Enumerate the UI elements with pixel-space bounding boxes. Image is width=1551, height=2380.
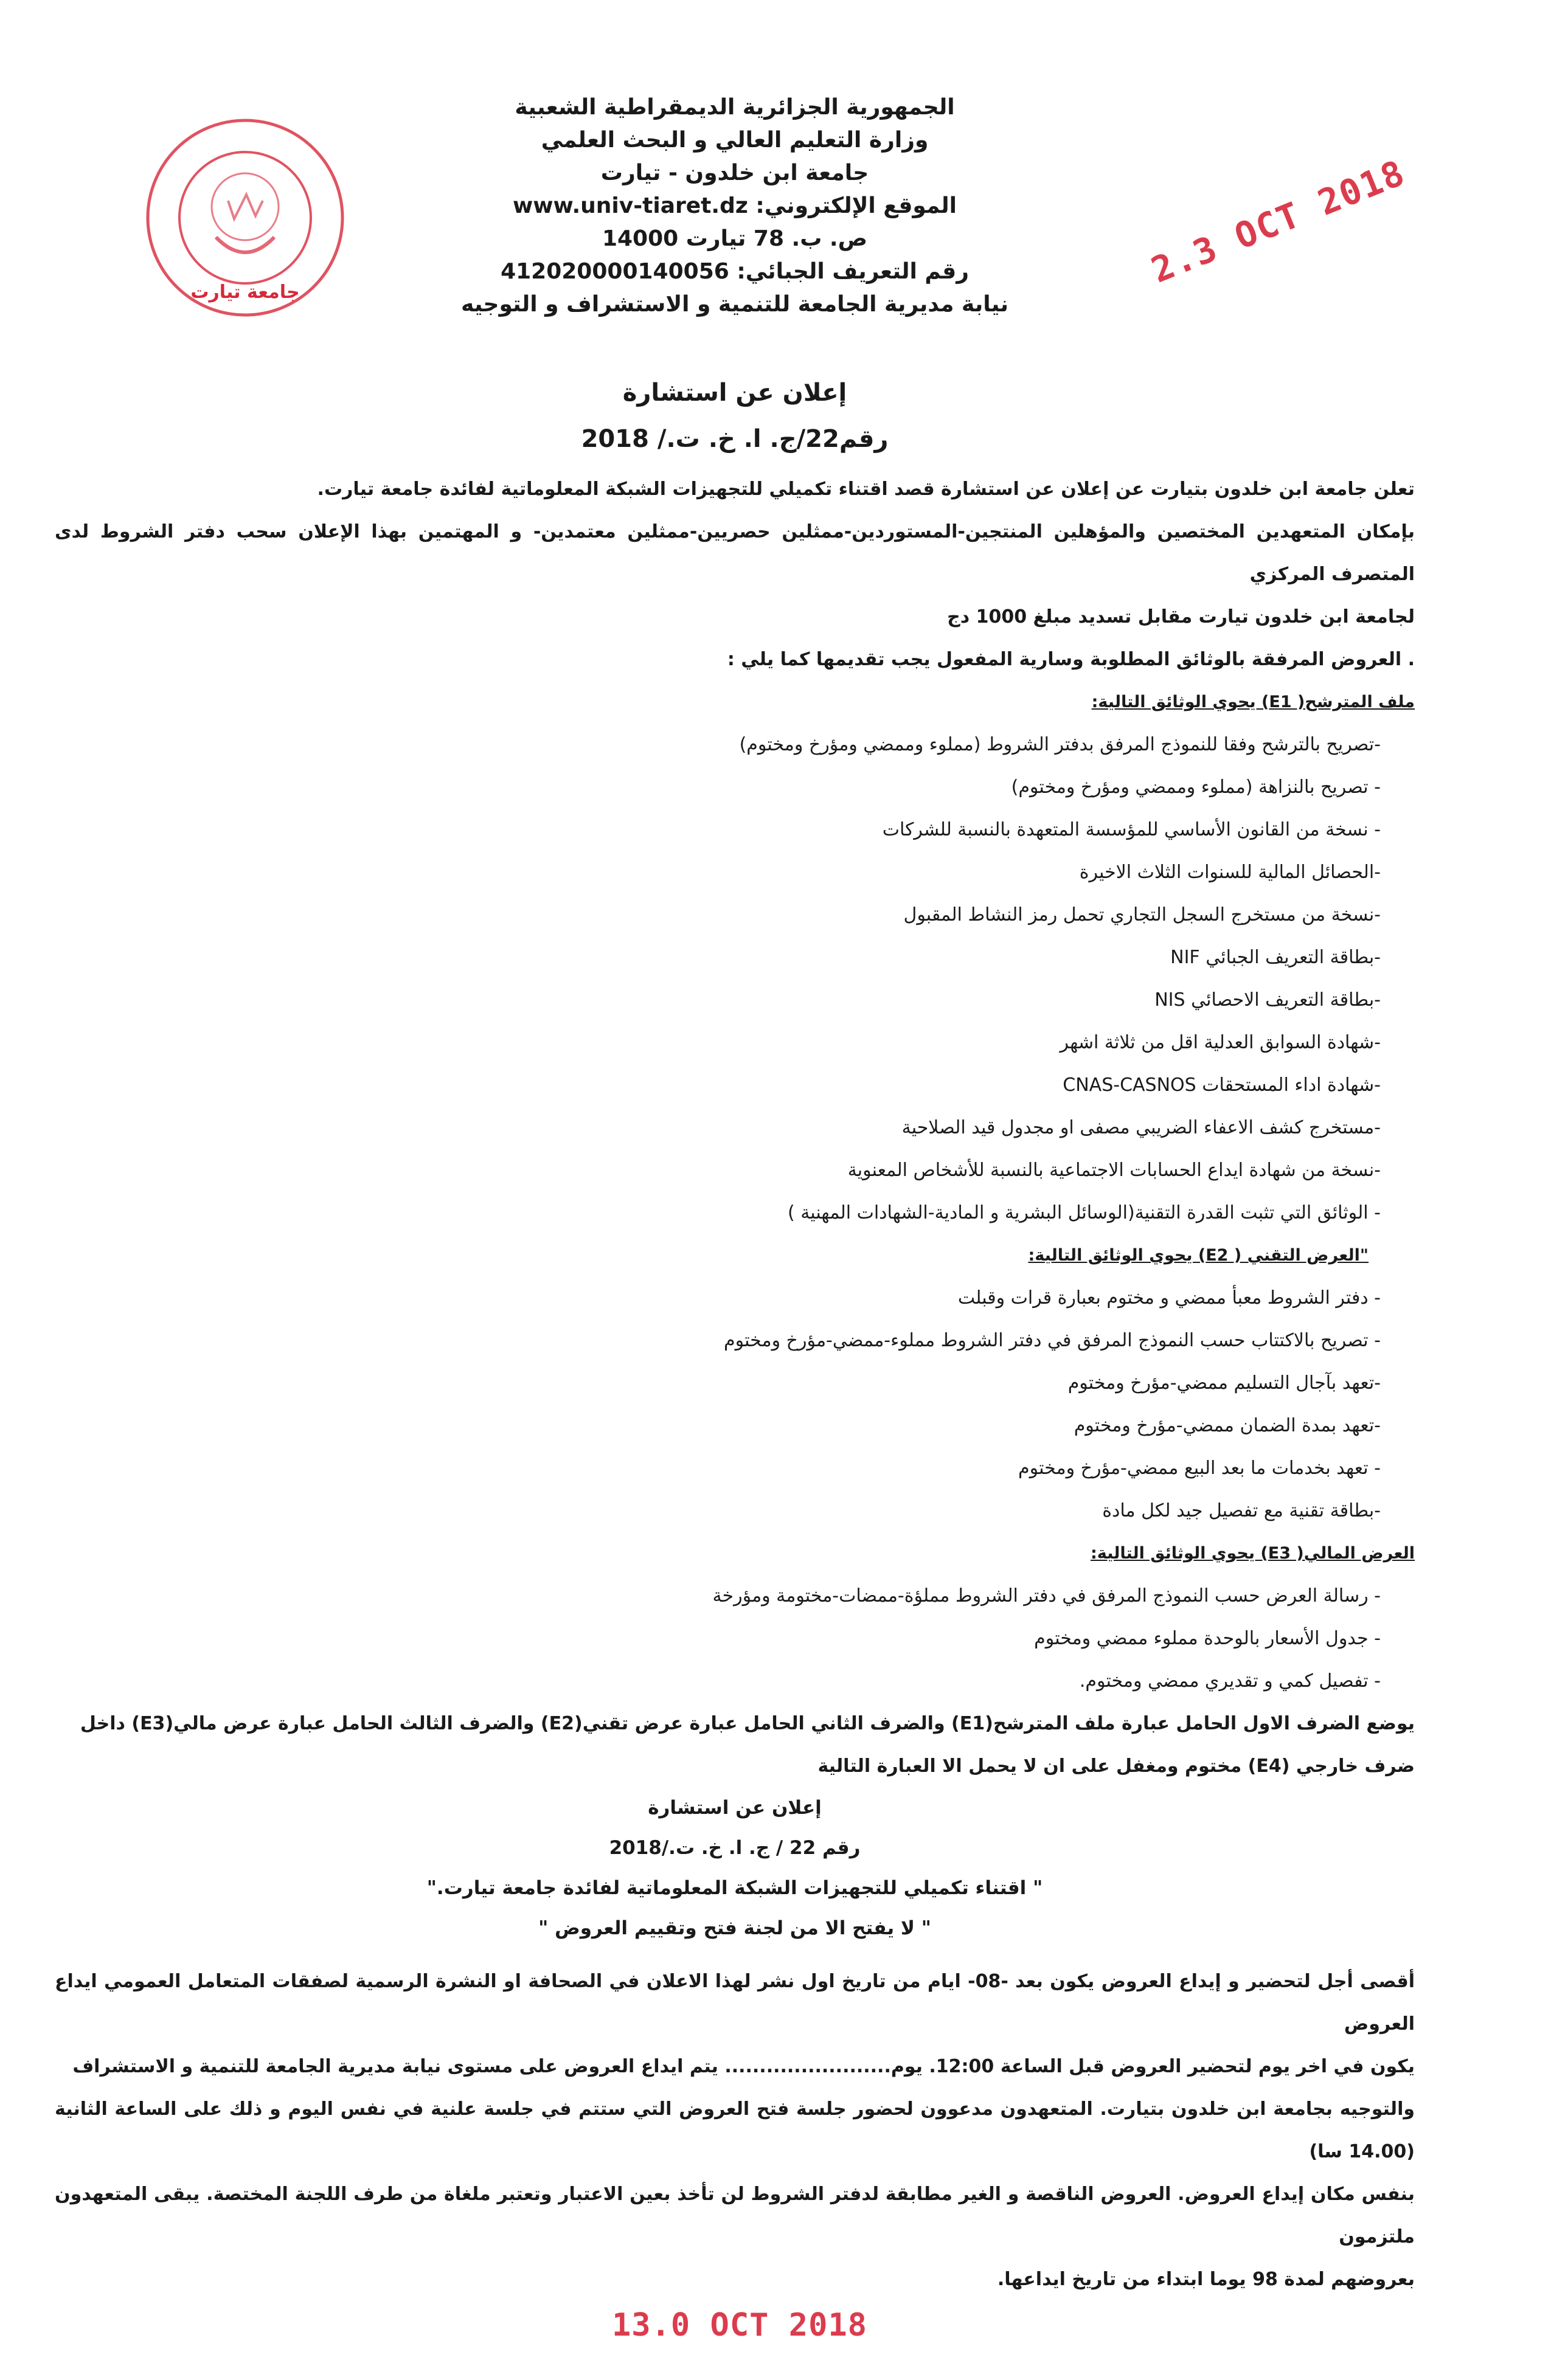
e1-document-item: -نسخة من مستخرج السجل التجاري تحمل رمز النشاط المقبول: [903, 904, 1381, 925]
notice-title: إعلان عن استشارة: [622, 379, 847, 407]
e1-document-item: -الحصائل المالية للسنوات الثلاث الاخيرة: [1079, 862, 1381, 883]
letterhead-line: ص. ب. 78 تيارت 14000: [602, 226, 868, 251]
intro-paragraph-line: بإمكان المتعهدين المختصين والمؤهلين المنتجين-المستوردين-ممثلين حصريين-ممثلين معتمدين- و المهتمين بهذا الإعلان سحب دفتر الشروط لدى المتصرف المركزي: [55, 521, 1415, 585]
envelope-label-line: " اقتناء تكميلي للتجهيزات الشبكة المعلوماتية لفائدة جامعة تيارت.": [426, 1877, 1043, 1899]
intro-paragraph-line: . العروض المرفقة بالوثائق المطلوبة وسارية المفعول يجب تقديمها كما يلي :: [727, 649, 1415, 670]
deadline-paragraph-line: بعروضهم لمدة 98 يوما ابتداء من تاريخ ايداعها.: [997, 2269, 1415, 2290]
letterhead-line: وزارة التعليم العالي و البحث العلمي: [541, 128, 929, 153]
received-date-stamp: 2.3 OCT 2018: [1145, 151, 1411, 291]
section-heading-e1: ملف المترشح( E1) يحوي الوثائق التالية:: [1091, 693, 1415, 711]
section-heading-e2: "العرض التقني ( E2) يحوي الوثائق التالية:: [1028, 1246, 1369, 1265]
envelope-label-line: رقم 22 / ج. ا. خ. ت./2018: [609, 1837, 861, 1859]
e2-document-item: -بطاقة تقنية مع تفصيل جيد لكل مادة: [1102, 1500, 1381, 1521]
e2-document-item: - تصريح بالاكتتاب حسب النموذج المرفق في دفتر الشروط مملوء-ممضي-مؤرخ ومختوم: [724, 1330, 1381, 1351]
e1-document-item: -مستخرج كشف الاعفاء الضريبي مصفى او مجدول قيد الصلاحية: [901, 1117, 1381, 1138]
e1-document-item: -تصريح بالترشح وفقا للنموذج المرفق بدفتر الشروط (مملوء وممضي ومؤرخ ومختوم): [739, 734, 1381, 755]
e1-document-item: -بطاقة التعريف الجبائي NIF: [1170, 947, 1381, 968]
e3-document-item: - رسالة العرض حسب النموذج المرفق في دفتر الشروط مملؤة-ممضات-مختومة ومؤرخة: [712, 1585, 1381, 1607]
e1-document-item: - نسخة من القانون الأساسي للمؤسسة المتعهدة بالنسبة للشركات: [882, 819, 1381, 840]
envelope-label-line: " لا يفتح الا من لجنة فتح وتقييم العروض ": [538, 1917, 931, 1939]
e3-document-item: - تفصيل كمي و تقديري ممضي ومختوم.: [1079, 1670, 1381, 1692]
e2-document-item: -تعهد بآجال التسليم ممضي-مؤرخ ومختوم: [1067, 1372, 1381, 1394]
e3-document-item: - جدول الأسعار بالوحدة مملوء ممضي ومختوم: [1034, 1628, 1381, 1649]
e1-document-item: -بطاقة التعريف الاحصائي NIS: [1154, 989, 1381, 1011]
section-heading-e3: العرض المالي( E3) يحوي الوثائق التالية:: [1091, 1544, 1415, 1563]
e1-document-item: -نسخة من شهادة ايداع الحسابات الاجتماعية بالنسبة للأشخاص المعنوية: [847, 1160, 1381, 1181]
e2-document-item: -تعهد بمدة الضمان ممضي-مؤرخ ومختوم: [1074, 1415, 1381, 1436]
letterhead-line: رقم التعريف الجبائي: 412020000140056: [501, 259, 969, 284]
e1-document-item: - الوثائق التي تثبت القدرة التقنية(الوسائل البشرية و المادية-الشهادات المهنية ): [787, 1202, 1381, 1223]
deadline-paragraph-line: بنفس مكان إيداع العروض. العروض الناقصة و الغير مطابقة لدفتر الشروط لن تأخذ بعين الاعتبار وتعتبر ملغاة من طرف اللجنة المختصة. يبقى المتعهدون ملتزمون: [55, 2184, 1415, 2247]
intro-paragraph-line: لجامعة ابن خلدون تيارت مقابل تسديد مبلغ 1000 دج: [947, 606, 1415, 628]
deadline-paragraph-line: يكون في اخر يوم لتحضير العروض قبل الساعة 12:00. يوم........................ يتم ايداع العروض على مستوى نيابة مديرية الجامعة للتنمية و الاستشراف: [72, 2056, 1415, 2077]
letterhead-line: نيابة مديرية الجامعة للتنمية و الاستشراف و التوجيه: [461, 292, 1008, 317]
deadline-paragraph-line: أقصى أجل لتحضير و إيداع العروض يكون بعد -08- ايام من تاريخ اول نشر لهذا الاعلان في الصحافة او النشرة الرسمية لصفقات المتعامل العمومي ايداع العروض: [55, 1971, 1415, 2035]
university-seal-stamp: [143, 116, 347, 320]
letterhead-line: الجمهورية الجزائرية الديمقراطية الشعبية: [515, 95, 955, 120]
e1-document-item: -شهادة اداء المستحقات CNAS-CASNOS: [1063, 1074, 1381, 1096]
deposit-date-stamp: 13.0 OCT 2018: [612, 2307, 867, 2344]
e1-document-item: - تصريح بالنزاهة (مملوء وممضي ومؤرخ ومختوم): [1011, 777, 1381, 798]
seal-text: جامعة تيارت: [190, 282, 300, 303]
e2-document-item: - تعهد بخدمات ما بعد البيع ممضي-مؤرخ ومختوم: [1018, 1458, 1381, 1479]
e2-document-item: - دفتر الشروط معبأ ممضي و مختوم بعبارة قرات وقبلت: [957, 1287, 1381, 1309]
envelope-instruction-line: ضرف خارجي (E4) مختوم ومغفل على ان لا يحمل الا العبارة التالية: [817, 1756, 1415, 1777]
letterhead-line: الموقع الإلكتروني: www.univ-tiaret.dz: [513, 193, 957, 218]
envelope-label-line: إعلان عن استشارة: [648, 1797, 822, 1819]
letterhead-line: جامعة ابن خلدون - تيارت: [600, 161, 869, 185]
notice-number: رقم22/ج. ا. خ. ت./ 2018: [581, 425, 889, 453]
e1-document-item: -شهادة السوابق العدلية اقل من ثلاثة اشهر: [1060, 1032, 1381, 1053]
envelope-instruction-line: يوضع الضرف الاول الحامل عبارة ملف المترشح(E1) والضرف الثاني الحامل عبارة عرض تقني(E2) والضرف الثالث الحامل عبارة عرض مالي(E3) داخل: [80, 1713, 1415, 1734]
intro-paragraph-line: تعلن جامعة ابن خلدون بتيارت عن إعلان عن استشارة قصد اقتناء تكميلي للتجهيزات الشبكة المعلوماتية لفائدة جامعة تيارت.: [317, 479, 1415, 500]
deadline-paragraph-line: والتوجيه بجامعة ابن خلدون بتيارت. المتعهدون مدعوون لحضور جلسة فتح العروض التي ستتم في جلسة علنية في نفس اليوم و ذلك على الساعة الثانية (14.00 سا): [55, 2098, 1415, 2162]
